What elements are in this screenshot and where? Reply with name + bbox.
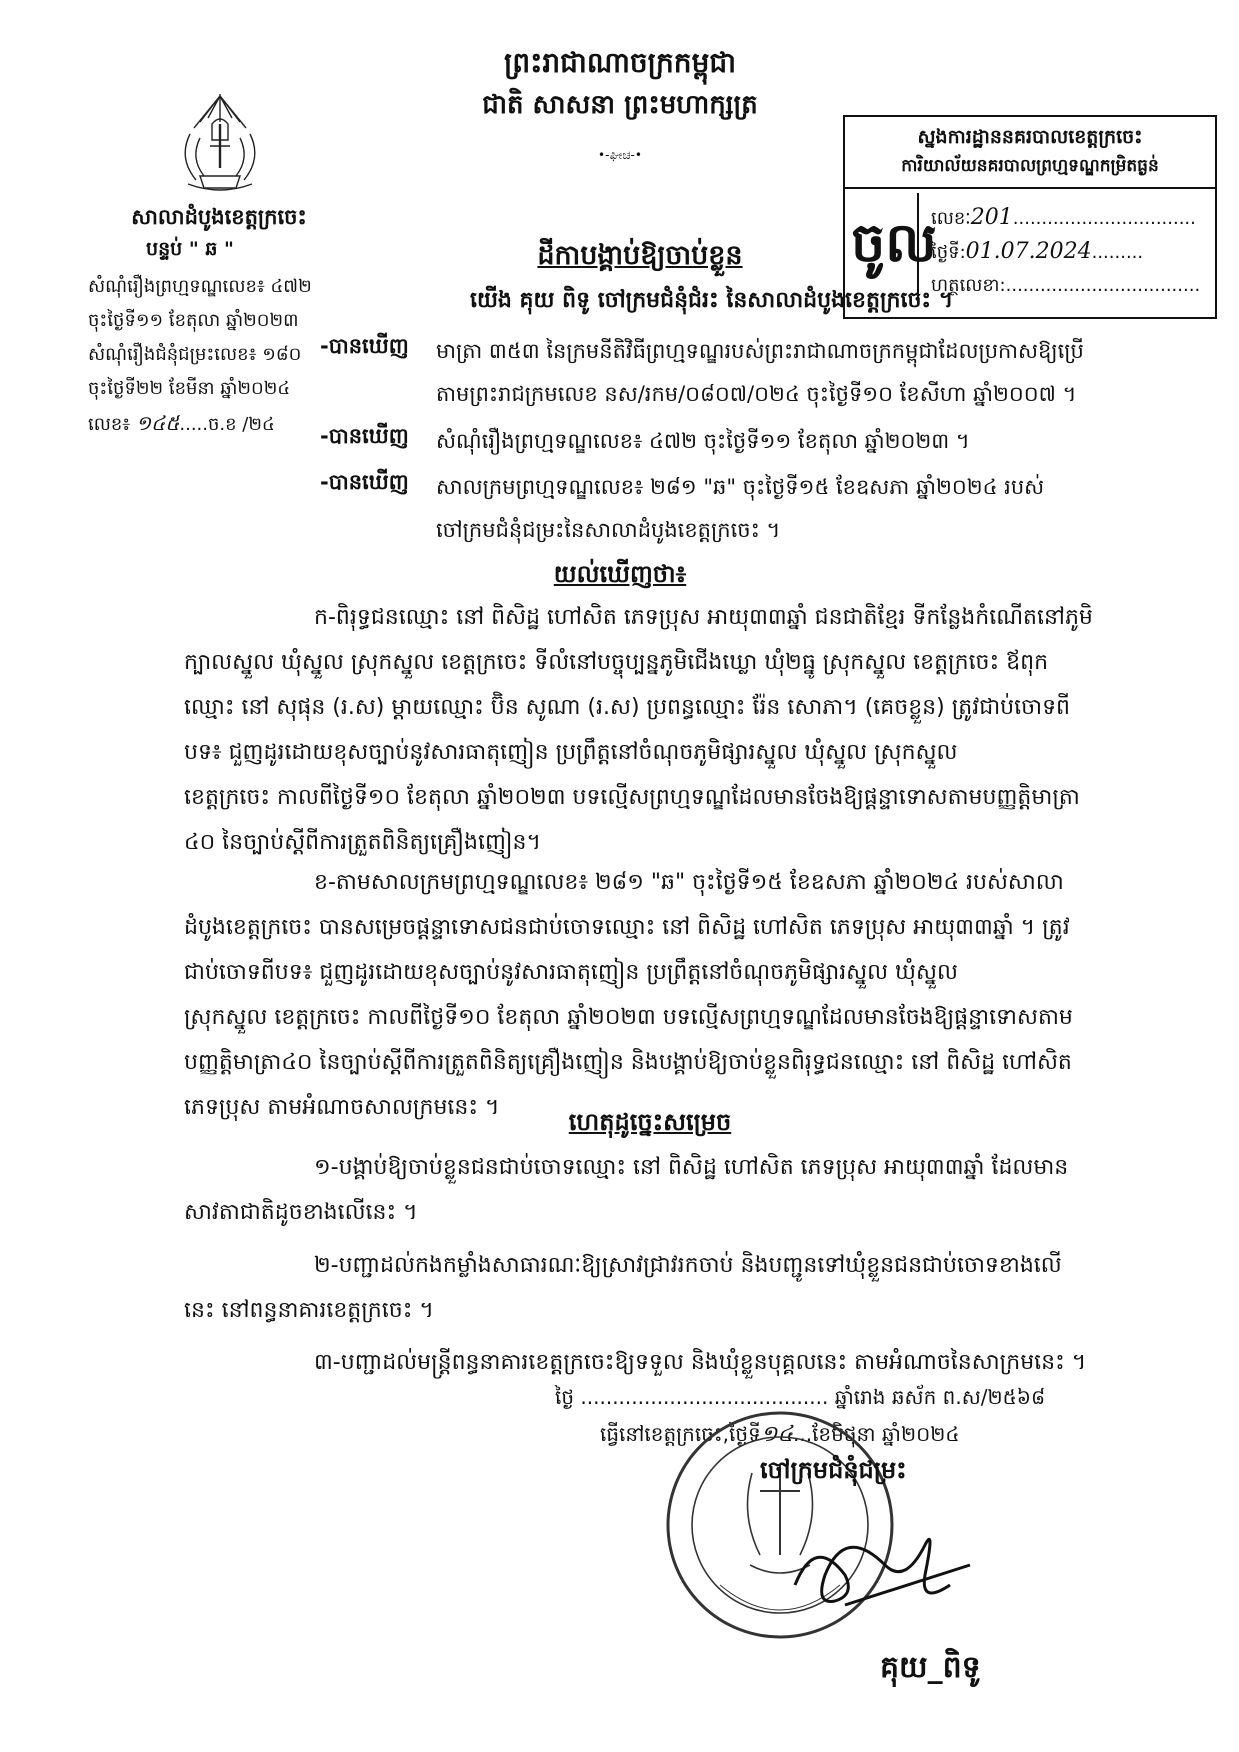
motto-heading: ជាតិ សាសនា ព្រះមហាក្សត្រ — [482, 90, 758, 120]
document-number-handwritten: ១៤៥ — [135, 411, 180, 435]
signatory-name: គុយ_ពិទូ — [880, 1650, 981, 1685]
stamp-date: ថ្ងៃទី:01.07.2024......... — [931, 239, 1144, 264]
court-name: សាលាដំបូងខេត្តក្រចេះ — [131, 205, 307, 229]
case-ref-line: ចុះថ្ងៃទី២២ ខែមីនា ឆ្នាំ២០២៤ — [88, 378, 291, 399]
document-number: លេខ៖ ១៤៥.....ច.ខ /២៤ — [88, 411, 275, 435]
kingdom-heading: ព្រះរាជាណាចក្រកម្ពុជា — [503, 46, 736, 79]
case-ref-line: សំណុំរឿងព្រហ្មទណ្ឌលេខ៖ ៤៧២ — [88, 276, 312, 297]
considerations — [320, 330, 1160, 556]
decision-2: ២-បញ្ជាដល់កងកម្លាំងសាធារណៈឱ្យស្រាវជ្រាវរកចាប់ និងបញ្ជូនទៅឃុំខ្លួនជនជាប់ចោទខាងលើ នេះ នៅពន្ធនាគារខេត្តក្រចេះ ។ — [184, 1253, 1062, 1323]
court-office: បន្ទប់ " ឆ " — [146, 238, 234, 260]
intro-line: យើង គុយ ពិទូ ចៅក្រមជំនុំជំរះ នៃសាលាដំបូងខេត្តក្រចេះ ។ — [470, 288, 954, 313]
decision-heading: ហេតុដូច្នេះសម្រេច — [568, 1108, 732, 1136]
case-ref-line: ចុះថ្ងៃទី១១ ខែតុលា ឆ្នាំ២០២៣ — [88, 310, 299, 331]
consideration-item: -បានឃើញ សំណុំរឿងព្រហ្មទណ្ឌលេខ៖ ៤៧២ ចុះថ្ងៃទី១១ ខែតុលា ឆ្នាំ២០២៣ ។ — [320, 424, 970, 453]
solar-date-line: ធ្វើនៅខេត្តក្រចេះ,ថ្ងៃទី១៤...ខែមិថុនា ឆ្នាំ២០២៤ — [600, 1422, 960, 1447]
lunar-date-line: ថ្ងៃ ....................................... ឆ្នាំរោង ឆស័ក ព.ស/២៥៦៨ — [555, 1385, 1046, 1409]
document-title: ដីកាបង្គាប់ឱ្យចាប់ខ្លួន — [537, 240, 743, 271]
consideration-item: -បានឃើញ មាត្រា ៣៥៣ នៃក្រមនីតិវិធីព្រហ្មទណ្ឌរបស់ព្រះរាជាណាចក្រកម្ពុជាដែលប្រកាសឱ្យប្រើ តាមព្រះរាជក្រមលេខ នស/រកម/០៨០៧/០២៤ ចុះថ្ងៃទី១០ ខែសីហា ឆ្នាំ២០០៧ ។ — [320, 334, 1084, 406]
finding-kha: ខ-តាមសាលក្រមព្រហ្មទណ្ឌលេខ៖ ២៨១ "ឆ" ចុះថ្ងៃទី១៥ ខែឧសភា ឆ្នាំ២០២៤ របស់សាលា ដំបូងខេត្តក្រចេះ បានសម្រេចផ្តន្ទាទោសជនជាប់ចោទឈ្មោះ នៅ ពិសិដ្ឋ ហៅសិត ភេទប្រុស អាយុ៣៣ឆ្នាំ ។ ត្រូវ ជាប់ចោទពីបទ៖ ជួញដូរដោយខុសច្បាប់នូវសារធាតុញៀន ប្រព្រឹត្តនៅចំណុចភូមិផ្សារស្នួល ឃុំស្នួល ស្រុកស្នួល ខេត្តក្រចេះ កាលពីថ្ងៃទី១០ ខែតុលា ឆ្នាំ២០២៣ បទល្មើសព្រហ្មទណ្ឌដែលមានចែងឱ្យផ្តន្ទាទោសតាម បញ្ញត្តិមាត្រា៤០ នៃច្បាប់ស្តីពីការត្រួតពិនិត្យគ្រឿងញៀន និងបង្គាប់ឱ្យចាប់ខ្លួនពិរុទ្ធជនឈ្មោះ នៅ ពិសិដ្ឋ ហៅសិត ភេទប្រុស តាមអំណាចសាលក្រមនេះ ។ — [184, 870, 1073, 1120]
stamp-logo: ចូល — [851, 193, 919, 299]
stamp-number: លេខៈ201................................ — [931, 205, 1196, 230]
solar-date-handwritten: ១៤ — [760, 1422, 793, 1447]
consideration-item: -បានឃើញ សាលក្រមព្រហ្មទណ្ឌលេខ៖ ២៨១ "ឆ" ចុះថ្ងៃទី១៥ ខែឧសភា ឆ្នាំ២០២៤ របស់ ចៅក្រមជំនុំជម្រះនៃសាលាដំបូងខេត្តក្រចេះ ។ — [320, 470, 1045, 542]
handwritten-signature — [775, 1505, 985, 1625]
stamp-line-2: ការិយាល័យនគរបាលព្រហ្មទណ្ឌកម្រិតធ្ងន់ — [901, 156, 1159, 176]
royal-emblem — [160, 88, 280, 198]
header-ornament: •-ಘೀಚ-• — [598, 148, 642, 162]
stamp-line-1: ស្នងការដ្ឋាននគរបាលខេត្តក្រចេះ — [917, 126, 1143, 148]
signatory-title: ចៅក្រមជំនុំជម្រះ — [760, 1456, 907, 1484]
stamp-signature: ហត្ថលេខា:.................................. — [931, 275, 1201, 296]
court-case-references — [88, 270, 312, 442]
finding-ka: ក-ពិរុទ្ធជនឈ្មោះ នៅ ពិសិដ្ឋ ហៅសិត ភេទប្រុស អាយុ៣៣ឆ្នាំ ជនជាតិខ្មែរ ទីកន្លែងកំណើតនៅភូមិ ក្បាលស្នួល ឃុំស្នួល ស្រុកស្នួល ខេត្តក្រចេះ ទីលំនៅបច្ចុប្បន្នភូមិជើងឃ្លោ ឃុំ២ធ្នូ ស្រុកស្នួល ខេត្តក្រចេះ ឪពុក ឈ្មោះ នៅ សុផុន (រ.ស) ម្តាយឈ្មោះ ប៊ិន សូណា (រ.ស) ប្រពន្ធឈ្មោះ រ៉ែន សោភា។ (គេចខ្លួន) ត្រូវជាប់ចោទពី បទ៖ ជួញដូរដោយខុសច្បាប់នូវសារធាតុញៀន ប្រព្រឹត្តនៅចំណុចភូមិផ្សារស្នួល ឃុំស្នួល ស្រុកស្នួល ខេត្តក្រចេះ កាលពីថ្ងៃទី១០ ខែតុលា ឆ្នាំ២០២៣ បទល្មើសព្រហ្មទណ្ឌដែលមានចែងឱ្យផ្តន្ទាទោសតាមបញ្ញត្តិមាត្រា ៤០ នៃច្បាប់ស្តីពីការត្រួតពិនិត្យគ្រឿងញៀន។ — [184, 605, 1093, 855]
case-ref-line: សំណុំរឿងជំនុំជម្រះលេខ៖ ១៨០ — [88, 344, 302, 365]
findings-heading: យល់ឃើញថា៖ — [553, 560, 687, 588]
decision-3: ៣-បញ្ជាដល់មន្ត្រីពន្ធនាគារខេត្តក្រចេះឱ្យទទួល និងឃុំខ្លួនបុគ្គលនេះ តាមអំណាចនៃសាក្រមនេះ ។ — [314, 1350, 1087, 1375]
decision-1: ១-បង្គាប់ឱ្យចាប់ខ្លួនជនជាប់ចោទឈ្មោះ នៅ ពិសិដ្ឋ ហៅសិត ភេទប្រុស អាយុ៣៣ឆ្នាំ ដែលមាន សាវតាជាតិដូចខាងលើនេះ ។ — [184, 1155, 1069, 1225]
